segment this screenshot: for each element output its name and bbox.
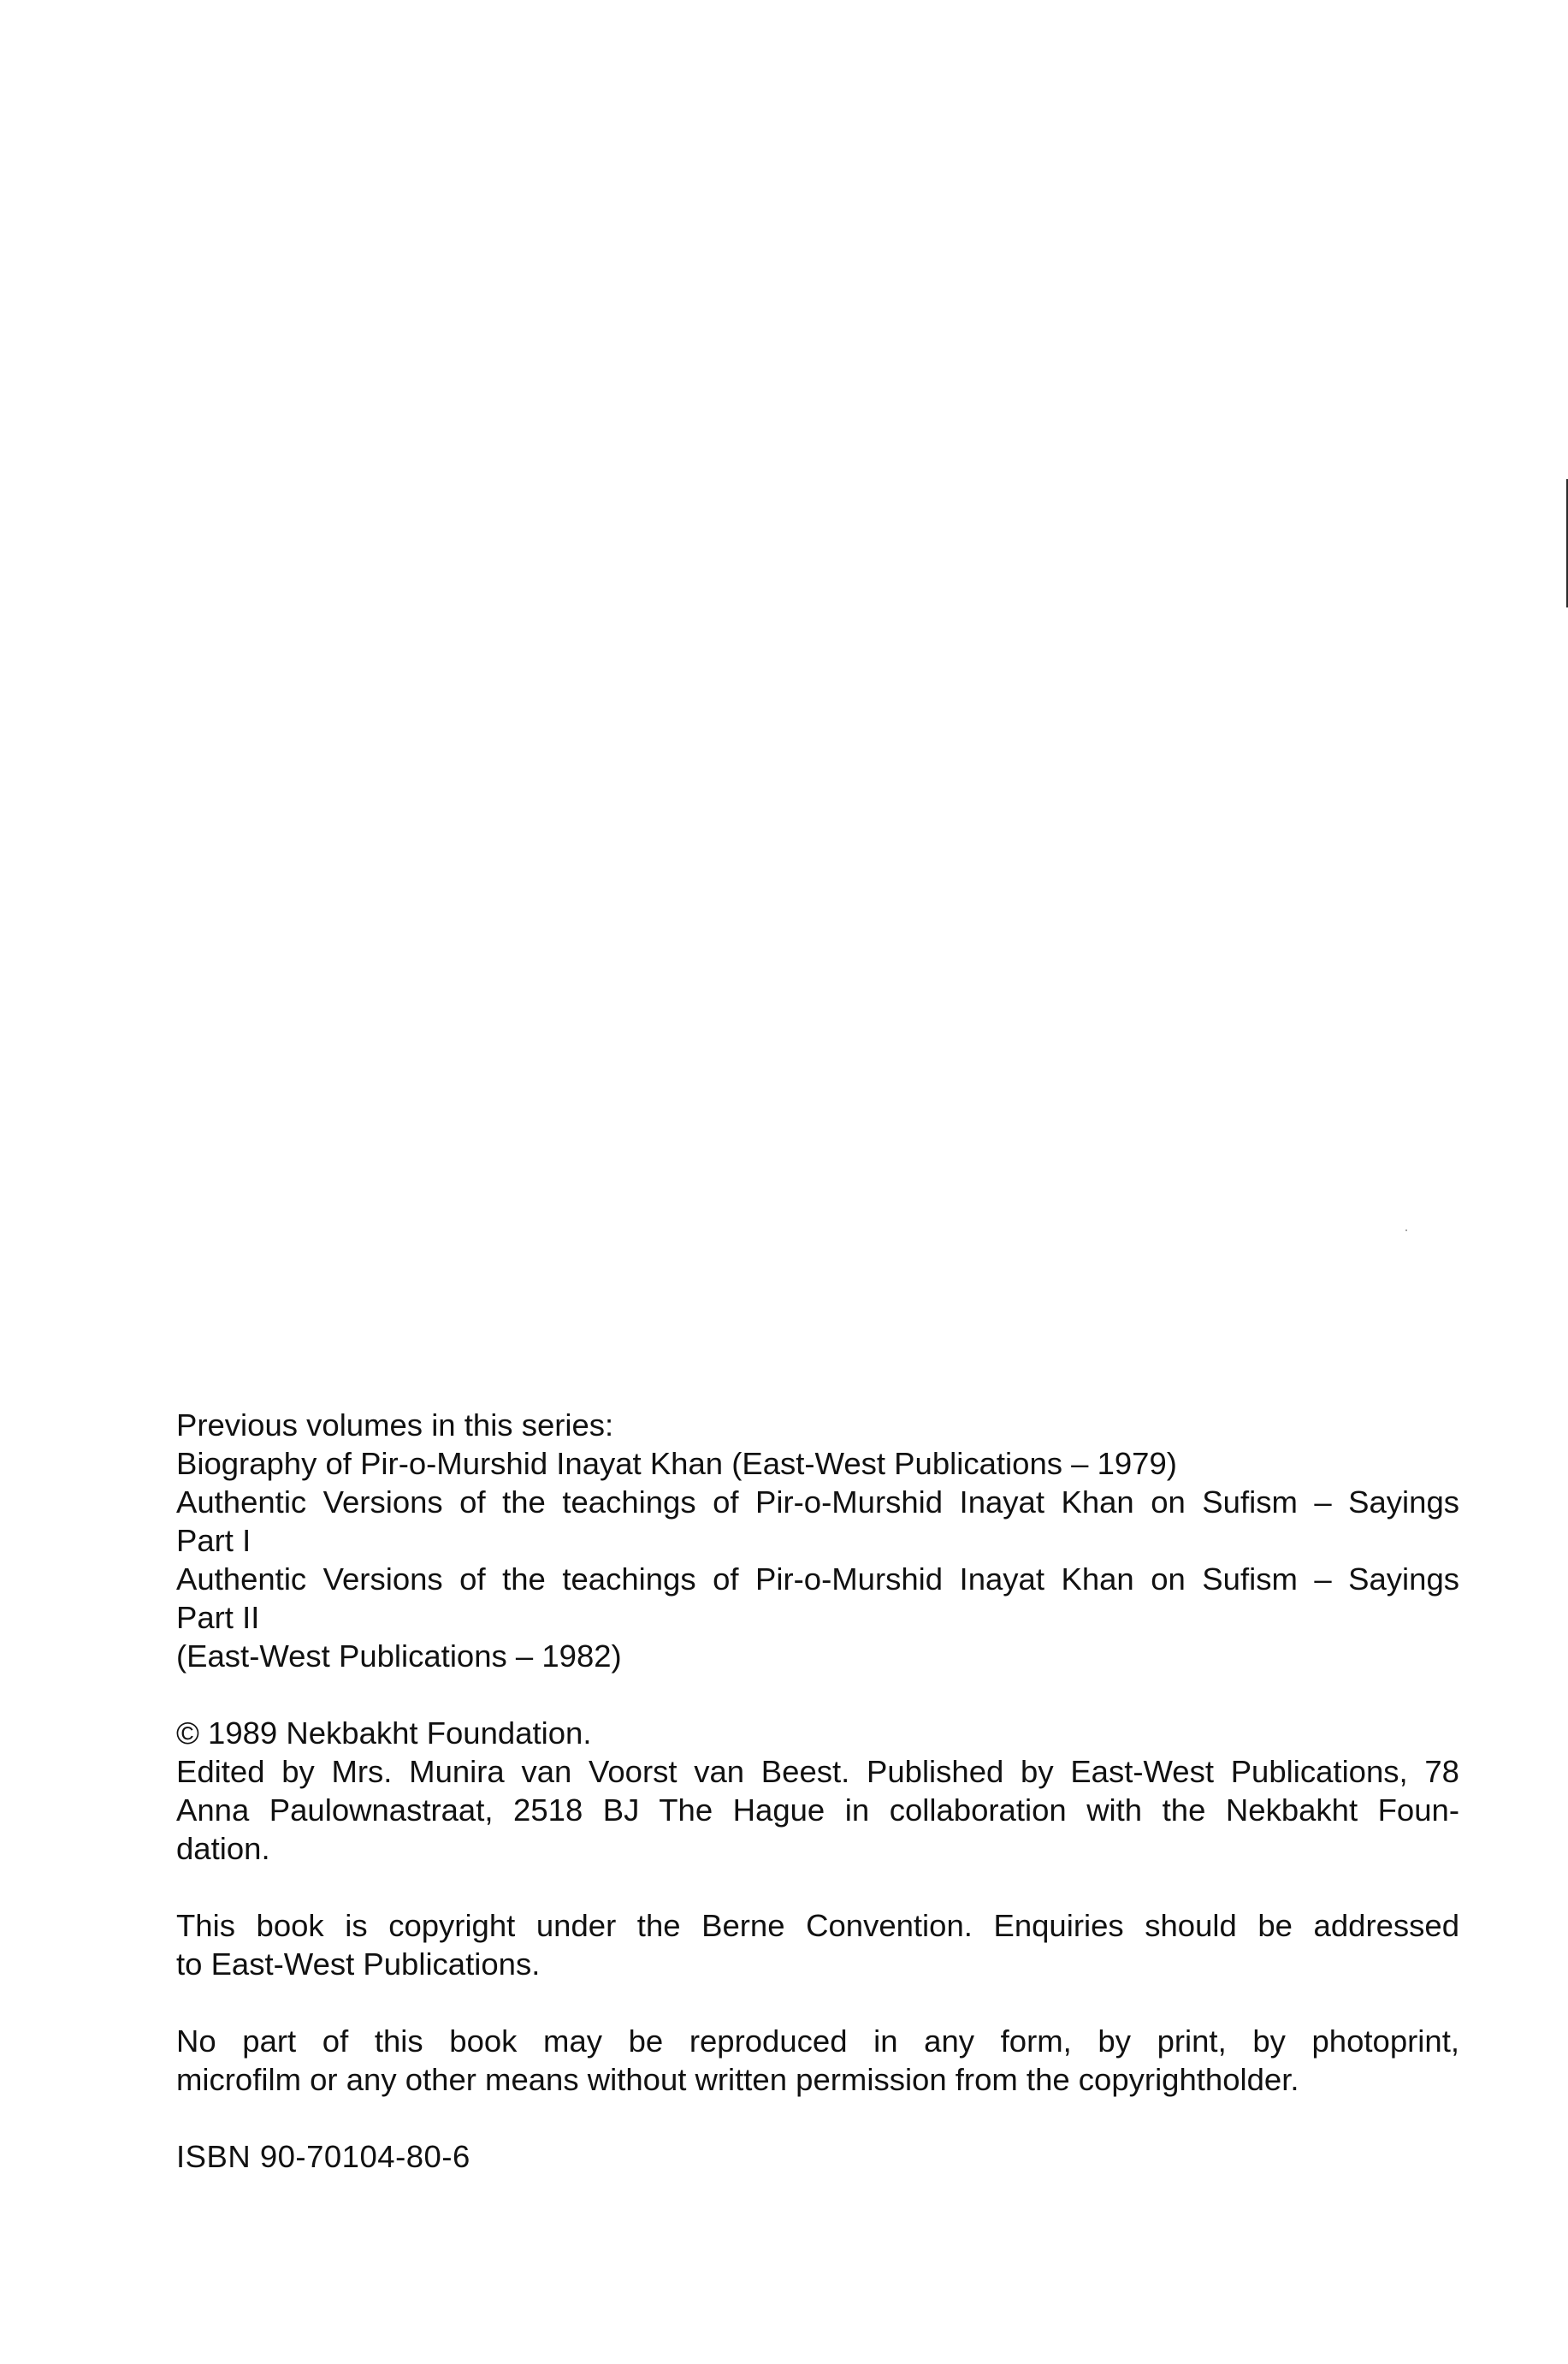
reproduction-line: No part of this book may be reproduced in any form, by print, by photoprint,	[176, 2023, 1459, 2059]
edited-by-line: dation.	[176, 1831, 270, 1866]
previous-volume-line: Part I	[176, 1523, 251, 1558]
imprint-text-block	[176, 1406, 1459, 2176]
copyright-section	[176, 1714, 1459, 1868]
previous-volume-line: Authentic Versions of the teachings of Pir-o-Murshid Inayat Khan on Sufism – Sayings	[176, 1484, 1459, 1520]
previous-volume-line: Authentic Versions of the teachings of Pir-o-Murshid Inayat Khan on Sufism – Sayings	[176, 1561, 1459, 1597]
isbn-number: ISBN 90-70104-80-6	[176, 2139, 470, 2174]
edited-by-line: Edited by Mrs. Munira van Voorst van Beest. Published by East-West Publications, 78	[176, 1754, 1459, 1789]
previous-volumes-section	[176, 1406, 1459, 1675]
previous-volume-line: Biography of Pir-o-Murshid Inayat Khan (East-West Publications – 1979)	[176, 1446, 1177, 1481]
previous-volumes-heading: Previous volumes in this series:	[176, 1407, 614, 1443]
previous-volume-line: (East-West Publications – 1982)	[176, 1638, 622, 1674]
previous-volume-line: Part II	[176, 1600, 260, 1635]
reproduction-line: microfilm or any other means without written permission from the copyrightholder.	[176, 2062, 1299, 2097]
berne-convention-section	[176, 1906, 1459, 1983]
edited-by-line: Anna Paulownastraat, 2518 BJ The Hague in collaboration with the Nekbakht Foun-	[176, 1792, 1459, 1828]
berne-line: to East-West Publications.	[176, 1946, 541, 1982]
scan-speck	[1405, 1229, 1407, 1231]
reproduction-notice-section	[176, 2022, 1459, 2099]
berne-line: This book is copyright under the Berne Convention. Enquiries should be addressed	[176, 1908, 1459, 1943]
copyright-notice: © 1989 Nekbakht Foundation.	[176, 1715, 592, 1751]
